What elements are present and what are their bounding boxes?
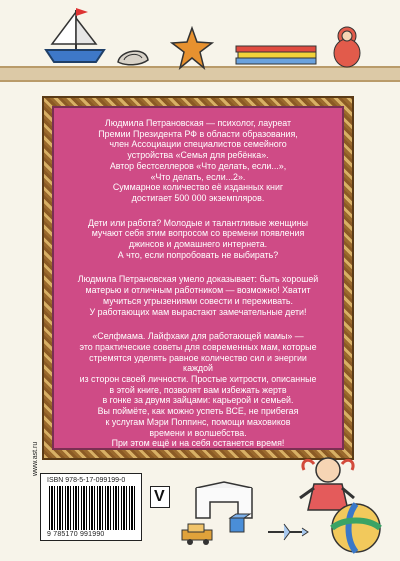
summary-line: времени и волшебства. [149, 427, 247, 438]
book-summary [76, 331, 320, 449]
summary-line: к услугам Мэри Поппинс, помощи маховиков [105, 416, 291, 427]
bio-line: «Что делать, если...2». [150, 171, 246, 182]
bio-line: Людмила Петрановская — психолог, лауреат [104, 118, 292, 128]
publisher-logo [150, 486, 170, 508]
bio-line: член Ассоциации специалистов семейного [109, 139, 287, 150]
annotation-panel [54, 108, 342, 448]
paragraph-line: джинсов и домашнего интернета. [128, 239, 268, 250]
argument-paragraph [76, 274, 320, 317]
isbn-text: ISBN 978-5-17-099199-0 [47, 477, 126, 484]
bio-line: Суммарное количество её изданных книг [112, 182, 284, 193]
paragraph-line: У работающих мам вырастают замечательные дети! [89, 306, 307, 317]
paragraph-line: мучают себя этим вопросом со времени появления [91, 228, 305, 239]
starfish-icon [170, 26, 214, 70]
ball-icon [328, 500, 384, 556]
sailboat-icon [40, 6, 110, 68]
summary-line: в этой книге, позволят вам избежать жертв [109, 384, 287, 395]
barcode [49, 486, 135, 530]
summary-line: При этом ещё и на себя останется время! [111, 438, 285, 449]
summary-line: стремятся уделять равное количество сил и энергии каждой [89, 352, 307, 374]
toy-car-icon [178, 520, 218, 546]
barcode-label [40, 473, 142, 541]
summary-line: в гонке за двумя зайцами: карьерой и семьей. [102, 395, 294, 406]
bio-line: устройства «Семья для ребёнка». [127, 150, 269, 161]
bio-line: Премии Президента РФ в области образования, [98, 128, 298, 139]
paragraph-line: Людмила Петрановская умело доказывает: быть хорошей [77, 274, 319, 285]
bio-line: достигает 500 000 экземпляров. [131, 192, 265, 203]
books-icon [234, 44, 318, 66]
paragraph-line: Дети или работа? Молодые и талантливые женщины [87, 217, 309, 228]
barcode-number: 9 785170 991990 [47, 531, 105, 538]
picture-frame [42, 96, 354, 460]
bio-line: Автор бестселлеров «Что делать, если...», [109, 160, 287, 171]
summary-line: из сторон своей личности. Простые хитрости, описанные [79, 374, 317, 385]
publisher-logo-letter: V [154, 488, 165, 505]
annotation-text [76, 118, 320, 449]
summary-line: «Селфмама. Лайфхаки для работающей мамы» — [92, 331, 304, 342]
publisher-site: www.ast.ru [32, 441, 39, 476]
summary-line: Вы поймёте, как можно успеть ВСЕ, не прибегая [97, 406, 299, 417]
seashell-icon [116, 44, 150, 68]
author-bio [76, 118, 320, 204]
paragraph-line: матерью и отличным работником — возможно! Хватит [85, 285, 311, 296]
summary-line: это практические советы для современных мам, которые [79, 341, 317, 352]
paragraph-line: А что, если попробовать не выбирать? [117, 249, 279, 260]
question-paragraph [76, 218, 320, 261]
paragraph-line: мучиться угрызениями совести и переживать. [103, 295, 293, 306]
matryoshka-icon [330, 26, 364, 68]
